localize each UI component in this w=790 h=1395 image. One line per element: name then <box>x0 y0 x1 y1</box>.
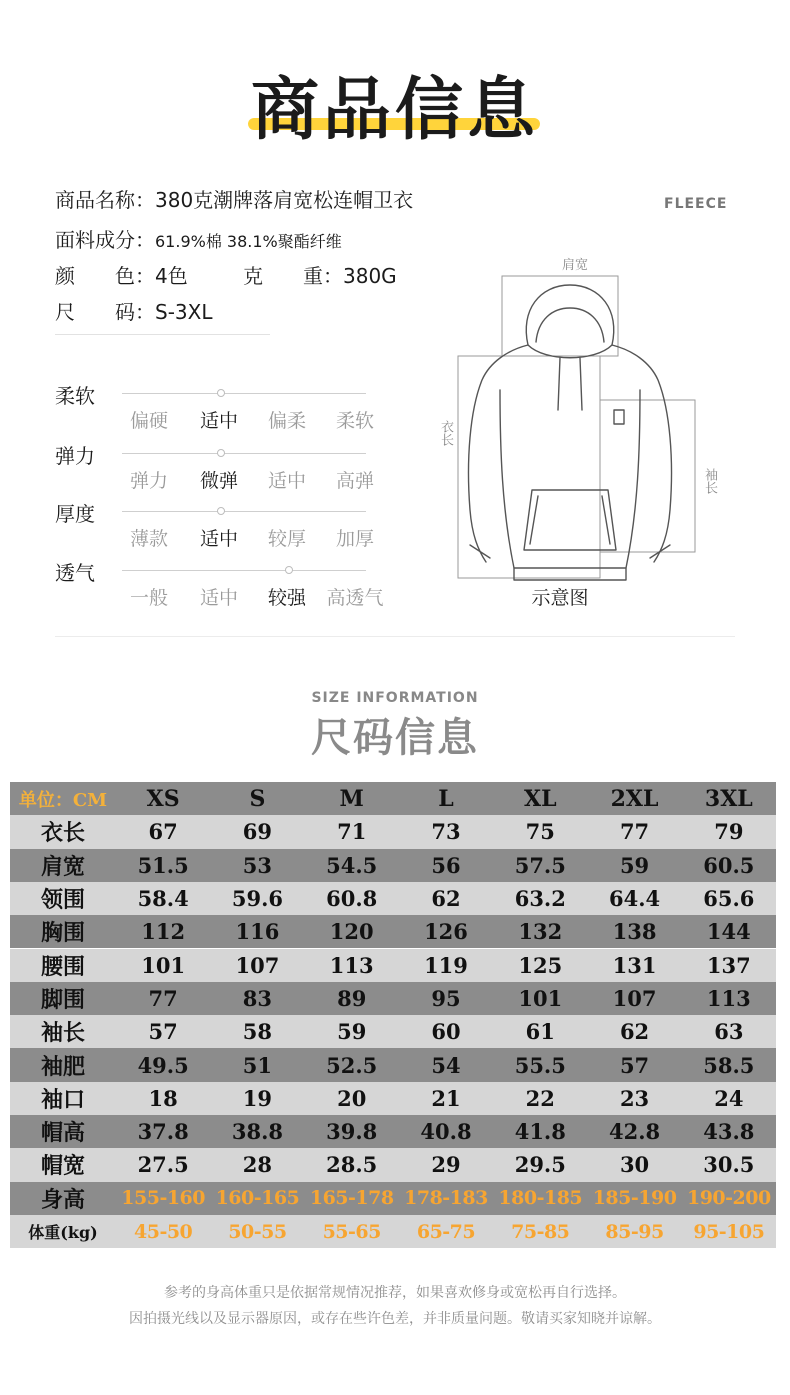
title-block <box>0 50 790 150</box>
info-weight-label-b: 重： <box>303 264 343 288</box>
table-cell: 58.4 <box>137 886 189 912</box>
attribute-option: 较强 <box>267 587 306 609</box>
table-cell: 57.5 <box>514 852 566 878</box>
table-cell: 41.8 <box>514 1119 566 1145</box>
table-row <box>10 1082 776 1115</box>
shoulder-dim-box <box>502 276 618 356</box>
size-table-size-header: S <box>249 785 266 812</box>
table-cell: 89 <box>337 985 367 1011</box>
section-divider <box>55 636 735 637</box>
attribute-option: 一般 <box>129 587 168 609</box>
attribute-option: 加厚 <box>335 528 374 550</box>
table-cell: 180-185 <box>498 1187 583 1210</box>
table-cell: 113 <box>706 985 751 1011</box>
table-cell: 107 <box>235 952 280 978</box>
table-cell: 63 <box>714 1019 744 1045</box>
attribute-name: 厚度 <box>55 502 95 526</box>
table-cell: 60.8 <box>326 886 378 912</box>
table-cell: 101 <box>518 985 563 1011</box>
attribute-option: 适中 <box>199 587 238 609</box>
table-cell: 49.5 <box>137 1052 189 1078</box>
table-row <box>10 815 776 848</box>
attribute-option: 适中 <box>199 528 238 550</box>
table-cell: 53 <box>242 852 273 878</box>
info-fabric-label: 面料成分： <box>55 228 155 252</box>
table-row <box>10 982 776 1015</box>
table-cell: 52.5 <box>326 1052 378 1078</box>
info-fabric-value: 61.9%棉 38.1%聚酯纤维 <box>155 232 342 251</box>
attribute-option: 适中 <box>199 410 238 432</box>
table-cell: 119 <box>424 952 468 978</box>
note-line-2: 因拍摄光线以及显示器原因，或存在些许色差，并非质量问题。敬请买家知晓并谅解。 <box>129 1311 661 1327</box>
attribute-scale-line <box>122 453 366 454</box>
info-size-label-b: 码： <box>115 300 155 324</box>
attribute-scale-line <box>122 511 366 512</box>
table-cell: 138 <box>612 919 657 945</box>
table-cell: 50-55 <box>228 1220 287 1243</box>
table-row-label: 袖肥 <box>40 1053 85 1080</box>
table-cell: 62 <box>619 1019 650 1045</box>
table-cell: 160-165 <box>215 1187 300 1210</box>
table-cell: 55.5 <box>514 1052 566 1078</box>
table-row-label: 帽高 <box>40 1120 85 1147</box>
table-row <box>10 849 776 882</box>
sleeve-label: 袖长 <box>702 468 717 494</box>
attribute-option: 高弹 <box>335 470 374 492</box>
attribute-option: 微弹 <box>199 470 238 492</box>
table-cell: 137 <box>706 952 751 978</box>
table-cell: 39.8 <box>326 1119 378 1145</box>
table-row-label: 体重(kg) <box>28 1223 98 1243</box>
table-row-label: 领围 <box>40 887 85 914</box>
table-cell: 120 <box>329 919 374 945</box>
table-cell: 20 <box>337 1085 367 1111</box>
table-cell: 28.5 <box>326 1152 378 1178</box>
table-cell: 18 <box>148 1085 178 1111</box>
table-cell: 77 <box>619 819 650 845</box>
table-cell: 79 <box>714 819 744 845</box>
table-cell: 55-65 <box>322 1220 381 1243</box>
table-cell: 113 <box>329 952 374 978</box>
table-cell: 95-105 <box>693 1220 765 1243</box>
table-cell: 75 <box>525 819 555 845</box>
table-row-label: 袖长 <box>40 1020 85 1047</box>
table-cell: 54.5 <box>326 852 378 878</box>
table-cell: 155-160 <box>121 1187 205 1210</box>
size-table-size-header: 2XL <box>610 785 659 812</box>
table-cell: 29.5 <box>514 1152 566 1178</box>
table-row-label: 肩宽 <box>40 853 85 880</box>
table-cell: 132 <box>518 919 563 945</box>
table-cell: 58 <box>242 1019 273 1045</box>
size-table-size-header: XS <box>146 785 180 812</box>
fleece-brand-label: FLEECE <box>664 196 728 212</box>
table-cell: 83 <box>242 985 273 1011</box>
table-row <box>10 882 776 915</box>
table-cell: 60 <box>431 1019 461 1045</box>
table-cell: 144 <box>706 919 751 945</box>
table-cell: 63.2 <box>514 886 566 912</box>
table-cell: 64.4 <box>608 886 661 912</box>
table-cell: 107 <box>612 985 657 1011</box>
attribute-scale-marker <box>217 389 225 397</box>
info-size-label-a: 尺 <box>55 300 75 324</box>
attribute-name: 弹力 <box>55 444 95 468</box>
attribute-option: 弹力 <box>129 470 168 492</box>
table-cell: 101 <box>141 952 186 978</box>
table-cell: 28 <box>242 1152 273 1178</box>
size-table-size-header: 3XL <box>704 785 753 812</box>
info-name-value: 380克潮牌落肩宽松连帽卫衣 <box>155 188 414 212</box>
table-cell: 178-183 <box>404 1187 488 1210</box>
table-row-label: 帽宽 <box>40 1153 85 1180</box>
table-row <box>10 1148 776 1181</box>
table-cell: 54 <box>431 1052 461 1078</box>
table-cell: 51.5 <box>137 852 189 878</box>
table-cell: 116 <box>235 919 280 945</box>
info-color-value: 4色 <box>155 264 188 288</box>
size-table-weight-row <box>10 1215 776 1248</box>
table-cell: 112 <box>141 919 186 945</box>
table-cell: 38.8 <box>231 1119 283 1145</box>
info-weight-row <box>243 260 397 289</box>
table-cell: 75-85 <box>511 1220 570 1243</box>
info-size-row <box>55 296 212 325</box>
table-cell: 37.8 <box>137 1119 189 1145</box>
table-row <box>10 1115 776 1148</box>
table-cell: 40.8 <box>420 1119 472 1145</box>
table-cell: 125 <box>518 952 563 978</box>
shoulder-label: 肩宽 <box>562 258 589 273</box>
size-table-header-row <box>10 782 776 815</box>
table-row-label: 胸围 <box>40 920 85 947</box>
table-cell: 27.5 <box>137 1152 189 1178</box>
attribute-scale-line <box>122 570 366 571</box>
table-row-label: 脚围 <box>40 986 85 1013</box>
table-cell: 65-75 <box>416 1220 476 1243</box>
table-row-label: 衣长 <box>40 820 85 847</box>
table-row <box>10 915 776 948</box>
table-cell: 69 <box>242 819 273 845</box>
table-cell: 165-178 <box>309 1187 394 1210</box>
info-color-label-a: 颜 <box>55 264 75 288</box>
size-table-height-row <box>10 1182 776 1215</box>
size-table-unit: 单位：CM <box>18 789 108 811</box>
info-fabric-row <box>55 224 342 253</box>
length-label: 衣长 <box>438 420 453 446</box>
table-row <box>10 1015 776 1048</box>
table-cell: 73 <box>431 819 461 845</box>
table-cell: 67 <box>148 819 178 845</box>
attribute-option: 薄款 <box>129 528 168 550</box>
table-cell: 77 <box>148 985 178 1011</box>
table-cell: 60.5 <box>703 852 755 878</box>
attribute-option: 柔软 <box>335 410 374 432</box>
table-cell: 30.5 <box>703 1152 755 1178</box>
table-cell: 126 <box>424 919 468 945</box>
table-cell: 42.8 <box>608 1119 661 1145</box>
table-cell: 22 <box>525 1085 555 1111</box>
attribute-name: 透气 <box>55 561 95 585</box>
table-cell: 57 <box>619 1052 650 1078</box>
table-cell: 95 <box>431 985 461 1011</box>
info-size-value: S-3XL <box>155 300 213 324</box>
size-table <box>10 782 776 1252</box>
table-cell: 23 <box>619 1085 650 1111</box>
table-cell: 85-95 <box>605 1220 664 1243</box>
table-cell: 58.5 <box>703 1052 755 1078</box>
info-color-label-b: 色： <box>115 264 155 288</box>
attribute-option: 较厚 <box>267 528 306 550</box>
info-name-row <box>55 184 413 213</box>
attribute-option: 偏柔 <box>267 410 306 432</box>
table-cell: 131 <box>612 952 657 978</box>
table-cell: 61 <box>525 1019 555 1045</box>
info-color-row <box>55 260 188 289</box>
note-line-1: 参考的身高体重只是依据常规情况推荐，如果喜欢修身或宽松再自行选择。 <box>164 1285 626 1301</box>
table-row <box>10 949 776 982</box>
info-weight-label-a: 克 <box>243 264 263 288</box>
attribute-scale-marker <box>217 507 225 515</box>
table-cell: 185-190 <box>592 1187 677 1210</box>
attribute-option: 偏硬 <box>129 410 168 432</box>
table-cell: 190-200 <box>686 1187 771 1210</box>
table-cell: 24 <box>714 1085 744 1111</box>
info-divider <box>55 334 270 335</box>
table-cell: 65.6 <box>703 886 755 912</box>
info-weight-value: 380G <box>343 264 397 288</box>
attribute-scale-marker <box>217 449 225 457</box>
table-cell: 19 <box>242 1085 273 1111</box>
table-cell: 43.8 <box>703 1119 755 1145</box>
table-cell: 57 <box>148 1019 178 1045</box>
table-row-label: 袖口 <box>40 1086 85 1113</box>
attribute-name: 柔软 <box>55 384 95 408</box>
attribute-scale-line <box>122 393 366 394</box>
table-cell: 59 <box>337 1019 367 1045</box>
size-table-size-header: L <box>438 785 454 812</box>
table-cell: 59.6 <box>231 886 283 912</box>
table-cell: 51 <box>242 1052 273 1078</box>
attribute-option: 适中 <box>267 470 306 492</box>
table-cell: 21 <box>431 1085 461 1111</box>
hoodie-diagram <box>420 250 720 585</box>
table-cell: 45-50 <box>134 1220 193 1243</box>
table-cell: 29 <box>431 1152 461 1178</box>
size-table-size-header: XL <box>524 785 557 812</box>
size-heading-en: SIZE INFORMATION <box>311 690 479 706</box>
attribute-option: 高透气 <box>326 587 384 609</box>
table-cell: 59 <box>619 852 650 878</box>
page-title: 商品信息 <box>250 71 539 150</box>
size-table-size-header: M <box>339 785 364 812</box>
diagram-caption: 示意图 <box>531 587 589 609</box>
table-row-label: 腰围 <box>40 953 85 980</box>
table-cell: 30 <box>619 1152 650 1178</box>
hoodie-outline <box>469 285 672 580</box>
info-name-label: 商品名称： <box>55 188 155 212</box>
table-cell: 56 <box>431 852 461 878</box>
attribute-scale-marker <box>285 566 293 574</box>
table-cell: 71 <box>337 819 367 845</box>
table-row-label: 身高 <box>40 1186 85 1213</box>
table-row <box>10 1048 776 1081</box>
table-cell: 62 <box>431 886 461 912</box>
size-heading-cn: 尺码信息 <box>311 715 479 761</box>
